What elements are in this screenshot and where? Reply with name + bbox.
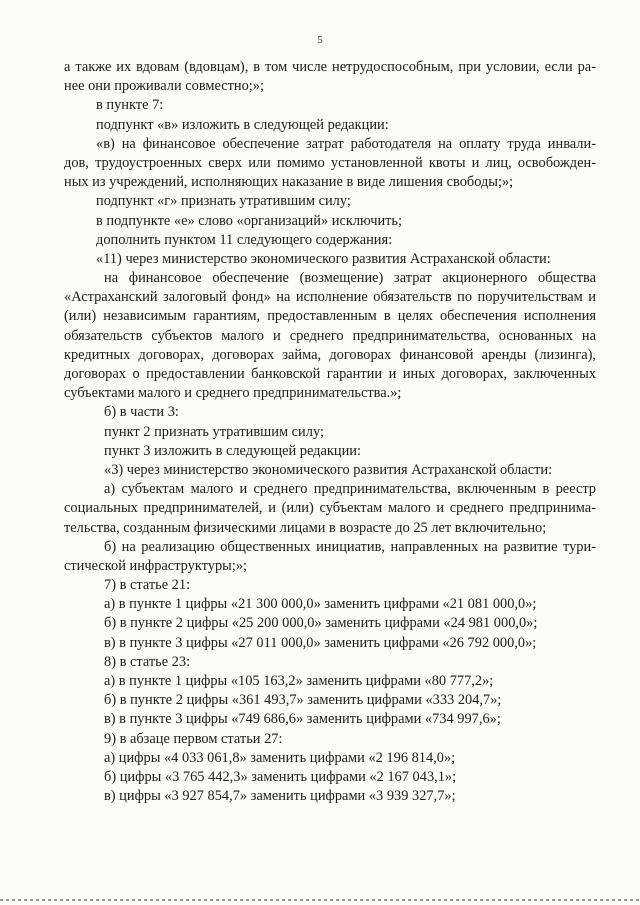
text-line: пункт 2 признать утратившим силу; [104, 423, 324, 440]
text-line: подпункт «в» изложить в следующей редакции: [96, 116, 389, 133]
text-line: субъектами малого и среднего предпринимательства.»; [64, 385, 402, 402]
text-line: «в) на финансовое обеспечение затрат работодателя на оплату труда инвали- [96, 135, 596, 152]
text-line: «11) через министерство экономического развития Астраханской области: [96, 250, 551, 267]
text-line: б) в пункте 2 цифры «361 493,7» заменить цифрами «333 204,7»; [104, 692, 502, 709]
text-line: а) в пункте 1 цифры «21 300 000,0» заменить цифрами «21 081 000,0»; [104, 596, 537, 613]
text-line: а) цифры «4 033 061,8» заменить цифрами «2 196 814,0»; [104, 749, 456, 766]
text-line: стической инфраструктуры;»; [64, 557, 248, 574]
text-line: 9) в абзаце первом статьи 27: [104, 730, 283, 747]
text-line: «3) через министерство экономического развития Астраханской области: [104, 461, 553, 478]
text-line: в) в пункте 3 цифры «749 686,6» заменить цифрами «734 997,6»; [104, 711, 501, 728]
text-line: договорах о предоставлении банковской гарантии и иных договорах, заключенных [64, 366, 596, 382]
text-line: дополнить пунктом 11 следующего содержания: [96, 231, 393, 248]
text-line: тельства, созданным физическими лицами в возрасте до 25 лет включительно; [64, 519, 547, 536]
text-line: в пункте 7: [96, 97, 164, 114]
text-line: социальных предпринимателей, и (или) субъектам малого и среднего предпринима- [64, 500, 596, 517]
text-line: нее они проживали совместно;»; [64, 78, 264, 95]
text-line: 7) в статье 21: [104, 577, 191, 594]
text-line: дов, трудоустроенных сверх или помимо установленной квоты и лиц, освобожден- [64, 154, 596, 171]
text-line: 8) в статье 23: [104, 653, 191, 670]
text-line: на финансовое обеспечение (возмещение) затрат акционерного общества [104, 270, 596, 287]
text-line: а) субъектам малого и среднего предпринимательства, включенным в реестр [104, 481, 596, 498]
text-line: б) на реализацию общественных инициатив, направленных на развитие тури- [104, 538, 596, 555]
text-line: в) в пункте 3 цифры «27 011 000,0» заменить цифрами «26 792 000,0»; [104, 634, 537, 651]
text-line: обязательств субъектов малого и среднего предпринимательства, основанных на [64, 327, 596, 344]
text-line: «Астраханский залоговый фонд» на исполнение обязательств по поручительствам и [64, 289, 596, 306]
page-number: 5 [317, 34, 323, 46]
text-line: б) в части 3: [104, 404, 179, 421]
text-line: в) цифры «3 927 854,7» заменить цифрами «3 939 327,7»; [104, 788, 456, 805]
scan-edge-divider [0, 899, 640, 901]
text-line: пункт 3 изложить в следующей редакции: [104, 442, 361, 459]
text-line: б) в пункте 2 цифры «25 200 000,0» заменить цифрами «24 981 000,0»; [104, 615, 538, 632]
text-line: а) в пункте 1 цифры «105 163,2» заменить цифрами «80 777,2»; [104, 673, 494, 689]
text-line: б) цифры «3 765 442,3» заменить цифрами «2 167 043,1»; [104, 768, 457, 785]
text-line: в подпункте «е» слово «организаций» исключить; [96, 212, 402, 229]
text-line: (или) независимым гарантиям, предоставленным в целях обеспечения исполнения [64, 308, 596, 325]
text-line: а также их вдовам (вдовцам), в том числе нетрудоспособным, при условии, если ра- [64, 59, 596, 75]
text-line: кредитных договорах, договорах займа, договорах финансовой аренды (лизинга), [64, 346, 596, 363]
text-line: подпункт «г» признать утратившим силу; [96, 193, 351, 210]
text-line: ных из учреждений, исполняющих наказание в виде лишения свободы;»; [64, 174, 514, 191]
document-body [64, 58, 596, 806]
